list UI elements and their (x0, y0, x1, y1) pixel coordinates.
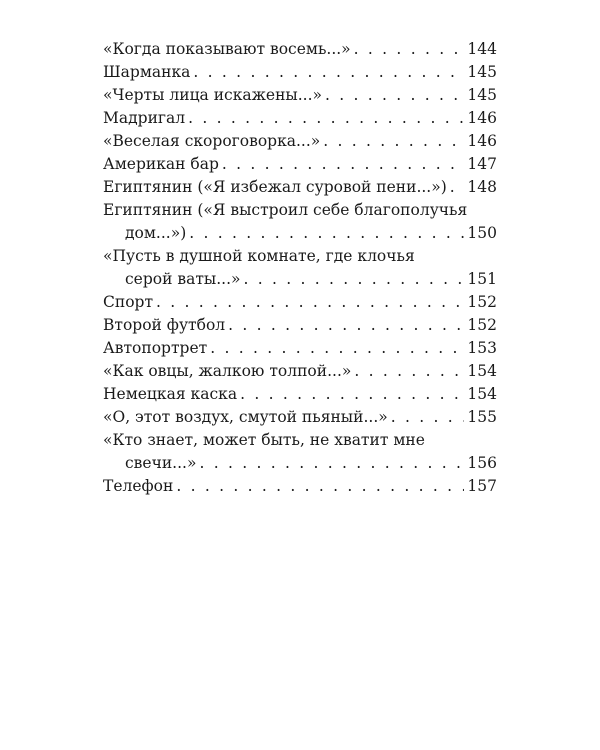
toc-entry-page: 154 (467, 362, 497, 380)
toc-entry-title-line1: «Пусть в душной комнате, где клочья (103, 247, 415, 265)
toc-entry-page: 147 (467, 155, 497, 173)
toc-entry-title-line2: серой ваты...» (125, 270, 241, 288)
toc-entry-title-line2: свечи...» (125, 454, 197, 472)
dot-leader (193, 61, 464, 84)
toc-entry (103, 38, 497, 61)
toc-entry-title-line1: «Кто знает, может быть, не хватит мне (103, 431, 425, 449)
toc-entry-title: Мадригал (103, 109, 186, 127)
toc-entry (103, 383, 497, 406)
toc-entry-page: 148 (467, 178, 497, 196)
toc-entry (103, 199, 497, 245)
toc-entry (103, 429, 497, 475)
toc-entry-page: 157 (467, 477, 497, 495)
dot-leader (222, 153, 465, 176)
toc-entry-title: «Как овцы, жалкою толпой...» (103, 362, 352, 380)
toc-entry-page: 155 (467, 408, 497, 426)
toc-entry-title: «Веселая скороговорка...» (103, 132, 321, 150)
toc-entry-page: 146 (467, 132, 497, 150)
dot-leader (391, 406, 465, 429)
dot-leader (188, 107, 464, 130)
toc-entry (103, 176, 497, 199)
dot-leader (210, 337, 464, 360)
toc-entry-last-line (103, 452, 497, 475)
toc-entry-title: Шарманка (103, 63, 191, 81)
toc-entry-page: 150 (467, 224, 497, 242)
toc-entry-page: 146 (467, 109, 497, 127)
dot-leader (199, 452, 464, 475)
toc-entry-title: Второй футбол (103, 316, 226, 334)
toc-entry (103, 314, 497, 337)
table-of-contents (103, 38, 497, 498)
toc-entry-page: 145 (467, 63, 497, 81)
toc-entry-title: Автопортрет (103, 339, 208, 357)
toc-entry-page: 156 (467, 454, 497, 472)
dot-leader (450, 176, 465, 199)
toc-entry-title-line2: дом...») (125, 224, 187, 242)
toc-entry-page: 152 (467, 293, 497, 311)
toc-entry-title: Немецкая каска (103, 385, 238, 403)
dot-leader (189, 222, 464, 245)
toc-entry-last-line (103, 268, 497, 291)
toc-entry-page: 152 (467, 316, 497, 334)
toc-entry-page: 154 (467, 385, 497, 403)
dot-leader (354, 360, 464, 383)
toc-entry (103, 61, 497, 84)
toc-entry-page: 144 (467, 40, 497, 58)
dot-leader (354, 38, 465, 61)
toc-entry-title: Американ бар (103, 155, 219, 173)
toc-entry-title: «Черты лица искажены...» (103, 86, 323, 104)
dot-leader (176, 475, 464, 498)
toc-entry-page: 151 (467, 270, 497, 288)
toc-entry (103, 130, 497, 153)
toc-entry (103, 360, 497, 383)
toc-entry-title: «Когда показывают восемь...» (103, 40, 351, 58)
toc-entry (103, 337, 497, 360)
dot-leader (228, 314, 464, 337)
toc-entry (103, 153, 497, 176)
toc-entry (103, 406, 497, 429)
dot-leader (325, 84, 464, 107)
toc-entry (103, 245, 497, 291)
dot-leader (240, 383, 464, 406)
toc-entry-page: 145 (467, 86, 497, 104)
toc-entry-title-line1: Египтянин («Я выстроил себе благополучья (103, 201, 468, 219)
toc-entry-title: Спорт (103, 293, 154, 311)
toc-entry (103, 291, 497, 314)
toc-entry (103, 84, 497, 107)
toc-entry-title: Телефон (103, 477, 174, 495)
dot-leader (156, 291, 464, 314)
toc-entry-title: «О, этот воздух, смутой пьяный...» (103, 408, 388, 426)
toc-entry-page: 153 (467, 339, 497, 357)
toc-entry-title: Египтянин («Я избежал суровой пени...») (103, 178, 447, 196)
toc-entry (103, 475, 497, 498)
toc-entry (103, 107, 497, 130)
dot-leader (244, 268, 465, 291)
toc-entry-last-line (103, 222, 497, 245)
dot-leader (323, 130, 464, 153)
